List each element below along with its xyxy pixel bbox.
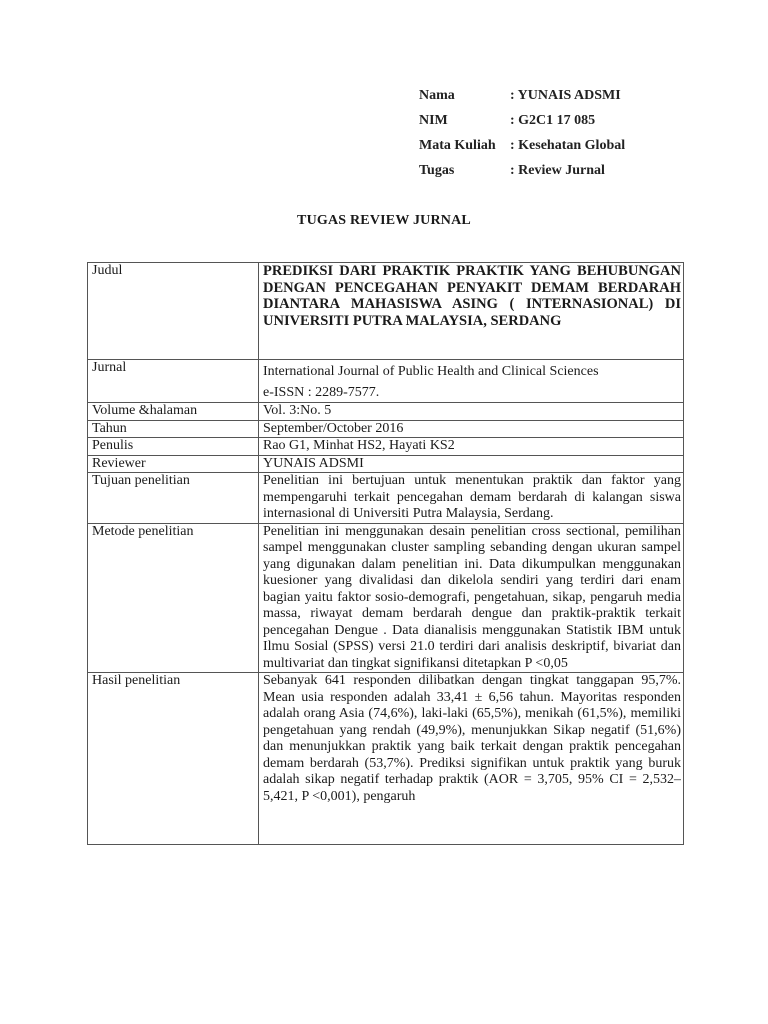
student-info-header (419, 86, 625, 186)
row-label: Hasil penelitian (88, 673, 259, 845)
table-row-tahun (88, 420, 684, 438)
table-row-hasil (88, 673, 684, 845)
table-row-penulis (88, 438, 684, 456)
tahun-value: September/October 2016 (259, 420, 684, 438)
info-row-nim (419, 111, 625, 136)
row-label: Tahun (88, 420, 259, 438)
page-title: TUGAS REVIEW JURNAL (297, 213, 471, 228)
journal-issn: e-ISSN : 2289-7577. (263, 385, 380, 400)
info-value: : Review Jurnal (510, 163, 605, 178)
info-label: Tugas (419, 163, 455, 178)
row-label: Jurnal (88, 360, 259, 403)
journal-cell (259, 360, 684, 403)
info-row-mata-kuliah (419, 136, 625, 161)
info-label: Nama (419, 88, 455, 103)
row-label: Reviewer (88, 455, 259, 473)
info-value: : YUNAIS ADSMI (510, 88, 621, 103)
info-row-tugas (419, 161, 625, 186)
row-label: Penulis (88, 438, 259, 456)
hasil-cell (259, 673, 684, 845)
journal-name: International Journal of Public Health and Clinical Sciences (263, 364, 599, 379)
table-row-reviewer (88, 455, 684, 473)
table-row-jurnal (88, 360, 684, 403)
penulis-value: Rao G1, Minhat HS2, Hayati KS2 (259, 438, 684, 456)
journal-title: PREDIKSI DARI PRAKTIK PRAKTIK YANG BEHUBUNGAN DENGAN PENCEGAHAN PENYAKIT DEMAM BERDARAH DIANTARA MAHASISWA ASING ( INTERNASIONAL) DI UNIVERSITI PUTRA MALAYSIA, SERDANG (259, 263, 684, 360)
row-label: Tujuan penelitian (88, 473, 259, 524)
table-row-volume (88, 403, 684, 421)
info-label: NIM (419, 113, 448, 128)
volume-value: Vol. 3:No. 5 (259, 403, 684, 421)
info-row-nama (419, 86, 625, 111)
tujuan-value: Penelitian ini bertujuan untuk menentukan praktik dan faktor yang mempengaruhi terkait pencegahan demam berdarah di kalangan siswa internasional di Universiti Putra Malaysia, Serdang. (259, 473, 684, 524)
row-label: Volume &halaman (88, 403, 259, 421)
row-label: Metode penelitian (88, 523, 259, 673)
info-value: : Kesehatan Global (510, 138, 626, 153)
row-label: Judul (88, 263, 259, 360)
table-row-metode (88, 523, 684, 673)
info-label: Mata Kuliah (419, 138, 496, 153)
review-table (87, 262, 684, 845)
table-row-tujuan (88, 473, 684, 524)
hasil-value: Sebanyak 641 responden dilibatkan dengan tingkat tanggapan 95,7%. Mean usia responden adalah 33,41 ± 6,56 tahun. Mayoritas responden adalah orang Asia (74,6%), laki-laki (65,5%), menikah (61,5%), memiliki pengetahuan yang rendah (49,9%), menunjukkan Sikap negatif (51,6%) dan menunjukkan praktik yang baik terkait dengan praktik pencegahan demam berdarah (53,7%). Prediksi signifikan untuk praktik yang buruk adalah sikap negatif terhadap praktik (AOR = 3,705, 95% CI = 2,532–5,421, P <0,001), pengaruh (263, 673, 681, 804)
info-value: : G2C1 17 085 (510, 113, 596, 128)
metode-value: Penelitian ini menggunakan desain penelitian cross sectional, pemilihan sampel menggunakan cluster sampling sebanding dengan ukuran sampel yang digunakan dalam penelitian ini. Data dikumpulkan menggunakan kuesioner yang divalidasi dan dikelola sendiri yang terdiri dari enam bagian yaitu faktor sosio-demografi, pengetahuan, sikap, pengaruh media massa, riwayat demam berdarah dengue dan praktik-praktik terkait pencegahan Dengue . Data dianalisis menggunakan Statistik IBM untuk Ilmu Sosial (SPSS) versi 21.0 terdiri dari analisis deskriptif, bivariat dan multivariat dan tingkat signifikansi ditetapkan P <0,05 (259, 523, 684, 673)
reviewer-value: YUNAIS ADSMI (259, 455, 684, 473)
table-row-judul (88, 263, 684, 360)
